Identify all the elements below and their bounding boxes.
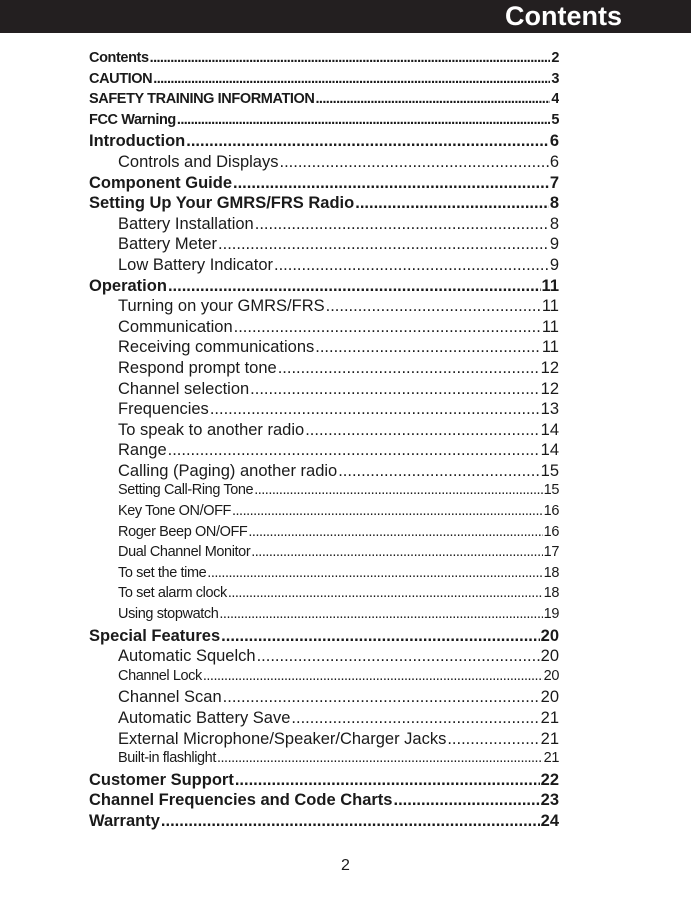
- toc-entry-title: To set the time: [118, 564, 207, 581]
- toc-entry-title: Setting Up Your GMRS/FRS Radio: [89, 194, 355, 213]
- toc-dot-leader: [177, 112, 550, 128]
- toc-entry: [89, 709, 559, 730]
- toc-entry-page: 17: [543, 544, 559, 561]
- toc-dot-leader: [257, 647, 540, 666]
- toc-entry-title: Turning on your GMRS/FRS: [118, 297, 325, 316]
- toc-entry: [89, 544, 559, 565]
- toc-entry-page: 18: [543, 564, 559, 581]
- toc-entry: [89, 50, 559, 71]
- toc-dot-leader: [161, 812, 540, 831]
- toc-entry: [89, 400, 559, 421]
- toc-entry-page: 20: [543, 667, 559, 684]
- toc-entry: [89, 338, 559, 359]
- toc-entry-page: 21: [540, 729, 559, 748]
- toc-dot-leader: [255, 215, 549, 234]
- toc-entry: [89, 524, 559, 545]
- toc-entry-page: 12: [540, 358, 559, 377]
- page-number: 2: [341, 857, 350, 874]
- toc-dot-leader: [447, 730, 539, 749]
- toc-entry-page: 24: [540, 811, 559, 830]
- toc-entry-page: 21: [543, 750, 559, 767]
- toc-entry-title: Special Features: [89, 626, 221, 645]
- toc-entry-title: SAFETY TRAINING INFORMATION: [89, 91, 315, 108]
- toc-dot-leader: [254, 482, 542, 498]
- toc-entry: [89, 174, 559, 195]
- toc-entry-title: Range: [118, 441, 167, 460]
- toc-dot-leader: [315, 338, 541, 357]
- toc-entry-title: Controls and Displays: [118, 152, 279, 171]
- toc-entry: [89, 462, 559, 483]
- toc-entry-title: Channel Scan: [118, 688, 222, 707]
- page-title: Contents: [505, 1, 622, 31]
- toc-entry-page: 19: [543, 606, 559, 623]
- toc-entry-page: 16: [543, 503, 559, 520]
- toc-entry: [89, 627, 559, 648]
- toc-entry-title: Using stopwatch: [118, 606, 219, 623]
- toc-entry: [89, 153, 559, 174]
- toc-entry-title: Channel Lock: [118, 667, 202, 684]
- toc-dot-leader: [217, 750, 543, 766]
- toc-dot-leader: [291, 709, 539, 728]
- toc-entry-page: 23: [540, 791, 559, 810]
- toc-dot-leader: [150, 50, 551, 66]
- toc-entry-page: 13: [540, 400, 559, 419]
- toc-entry-page: 14: [540, 420, 559, 439]
- toc-entry-title: Operation: [89, 276, 167, 295]
- toc-dot-leader: [234, 318, 541, 337]
- toc-entry-title: Warranty: [89, 811, 160, 830]
- toc-dot-leader: [250, 380, 539, 399]
- toc-dot-leader: [168, 441, 540, 460]
- toc-dot-leader: [278, 359, 540, 378]
- toc-dot-leader: [232, 503, 543, 519]
- toc-dot-leader: [186, 132, 549, 151]
- toc-dot-leader: [248, 524, 542, 540]
- toc-dot-leader: [251, 544, 542, 560]
- toc-entry-title: To speak to another radio: [118, 420, 305, 439]
- toc-entry-title: Roger Beep ON/OFF: [118, 523, 248, 540]
- toc-entry-title: Automatic Squelch: [118, 647, 256, 666]
- toc-entry-title: Customer Support: [89, 770, 234, 789]
- toc-dot-leader: [228, 585, 543, 601]
- toc-entry-page: 7: [549, 173, 559, 192]
- toc-entry-page: 11: [541, 276, 559, 295]
- toc-entry: [89, 71, 559, 92]
- toc-entry: [89, 91, 559, 112]
- toc-entry: [89, 318, 559, 339]
- toc-entry-title: Key Tone ON/OFF: [118, 503, 231, 520]
- toc-dot-leader: [168, 277, 541, 296]
- toc-entry-page: 16: [543, 523, 559, 540]
- toc-dot-leader: [218, 235, 549, 254]
- toc-entry-title: Contents: [89, 50, 149, 66]
- toc-entry-page: 3: [551, 70, 559, 87]
- toc-entry: [89, 668, 559, 689]
- toc-entry-title: Built-in flashlight: [118, 750, 216, 767]
- toc-entry: [89, 297, 559, 318]
- toc-entry-page: 15: [540, 461, 559, 480]
- toc-dot-leader: [235, 771, 540, 790]
- toc-entry-page: 15: [543, 482, 559, 499]
- toc-entry-page: 11: [541, 297, 559, 316]
- toc-entry: [89, 380, 559, 401]
- toc-dot-leader: [210, 400, 540, 419]
- toc-dot-leader: [219, 606, 542, 622]
- toc-entry: [89, 441, 559, 462]
- toc-entry: [89, 585, 559, 606]
- toc-entry: [89, 771, 559, 792]
- toc-entry: [89, 194, 559, 215]
- toc-entry-page: 4: [551, 91, 559, 108]
- toc-entry-title: Component Guide: [89, 173, 232, 192]
- toc-entry: [89, 606, 559, 627]
- toc-entry-title: Low Battery Indicator: [118, 255, 273, 274]
- toc-entry: [89, 359, 559, 380]
- toc-entry-page: 22: [540, 770, 559, 789]
- toc-entry-title: FCC Warning: [89, 111, 176, 128]
- toc-entry: [89, 812, 559, 833]
- toc-entry-title: Respond prompt tone: [118, 358, 277, 377]
- toc-entry-title: To set alarm clock: [118, 585, 227, 602]
- toc-entry-page: 9: [549, 255, 559, 274]
- toc-entry-title: Receiving communications: [118, 338, 315, 357]
- toc-entry-page: 2: [551, 50, 559, 66]
- toc-dot-leader: [221, 627, 539, 646]
- toc-entry: [89, 565, 559, 586]
- toc-entry-title: Setting Call-Ring Tone: [118, 482, 254, 499]
- toc-entry-page: 21: [540, 709, 559, 727]
- toc-dot-leader: [316, 91, 551, 107]
- toc-entry-page: 5: [551, 111, 559, 128]
- toc-entry-page: 14: [540, 441, 559, 460]
- toc-entry: [89, 688, 559, 709]
- toc-entry: [89, 132, 559, 153]
- toc-entry-page: 18: [543, 585, 559, 602]
- toc-dot-leader: [153, 71, 550, 87]
- toc-dot-leader: [203, 668, 543, 684]
- toc-dot-leader: [280, 153, 549, 172]
- toc-entry: [89, 791, 559, 812]
- toc-entry: [89, 421, 559, 442]
- toc-dot-leader: [233, 174, 549, 193]
- toc-entry-page: 6: [549, 132, 559, 151]
- toc-dot-leader: [326, 297, 541, 316]
- toc-entry: [89, 235, 559, 256]
- toc-entry-title: Frequencies: [118, 400, 209, 419]
- toc-entry-page: 12: [540, 379, 559, 398]
- toc-entry: [89, 647, 559, 668]
- toc-entry-title: Automatic Battery Save: [118, 709, 291, 727]
- toc-entry: [89, 730, 559, 751]
- toc-entry-title: Channel selection: [118, 379, 250, 398]
- toc-entry-title: Channel Frequencies and Code Charts: [89, 791, 393, 810]
- toc-entry-title: Dual Channel Monitor: [118, 544, 251, 561]
- toc-entry-page: 8: [549, 194, 559, 213]
- toc-entry-page: 20: [540, 647, 559, 666]
- toc-entry: [89, 503, 559, 524]
- toc-entry-title: External Microphone/Speaker/Charger Jacks: [118, 729, 447, 748]
- toc-entry-page: 20: [540, 626, 559, 645]
- toc-entry: [89, 750, 559, 771]
- toc-dot-leader: [393, 791, 539, 810]
- header-bar: [0, 0, 691, 33]
- toc-entry-title: Calling (Paging) another radio: [118, 461, 338, 480]
- toc-entry: [89, 277, 559, 298]
- toc-entry-title: CAUTION: [89, 70, 153, 87]
- toc-dot-leader: [355, 194, 549, 213]
- toc-entry-title: Battery Meter: [118, 235, 218, 254]
- toc-entry: [89, 215, 559, 236]
- toc-entry: [89, 112, 559, 133]
- toc-entry-page: 11: [541, 338, 559, 357]
- toc-dot-leader: [223, 688, 540, 707]
- toc-entry: [89, 482, 559, 503]
- toc-entry-page: 6: [549, 152, 559, 171]
- toc-entry-title: Communication: [118, 317, 233, 336]
- toc-dot-leader: [305, 421, 539, 440]
- toc-entry-title: Introduction: [89, 132, 186, 151]
- toc-entry-page: 20: [540, 688, 559, 707]
- toc-dot-leader: [338, 462, 539, 481]
- table-of-contents: [89, 50, 559, 833]
- toc-dot-leader: [274, 256, 549, 275]
- toc-entry: [89, 256, 559, 277]
- toc-dot-leader: [207, 565, 542, 581]
- toc-entry-page: 8: [549, 214, 559, 233]
- toc-entry-title: Battery Installation: [118, 214, 254, 233]
- toc-entry-page: 11: [541, 317, 559, 336]
- toc-entry-page: 9: [549, 235, 559, 254]
